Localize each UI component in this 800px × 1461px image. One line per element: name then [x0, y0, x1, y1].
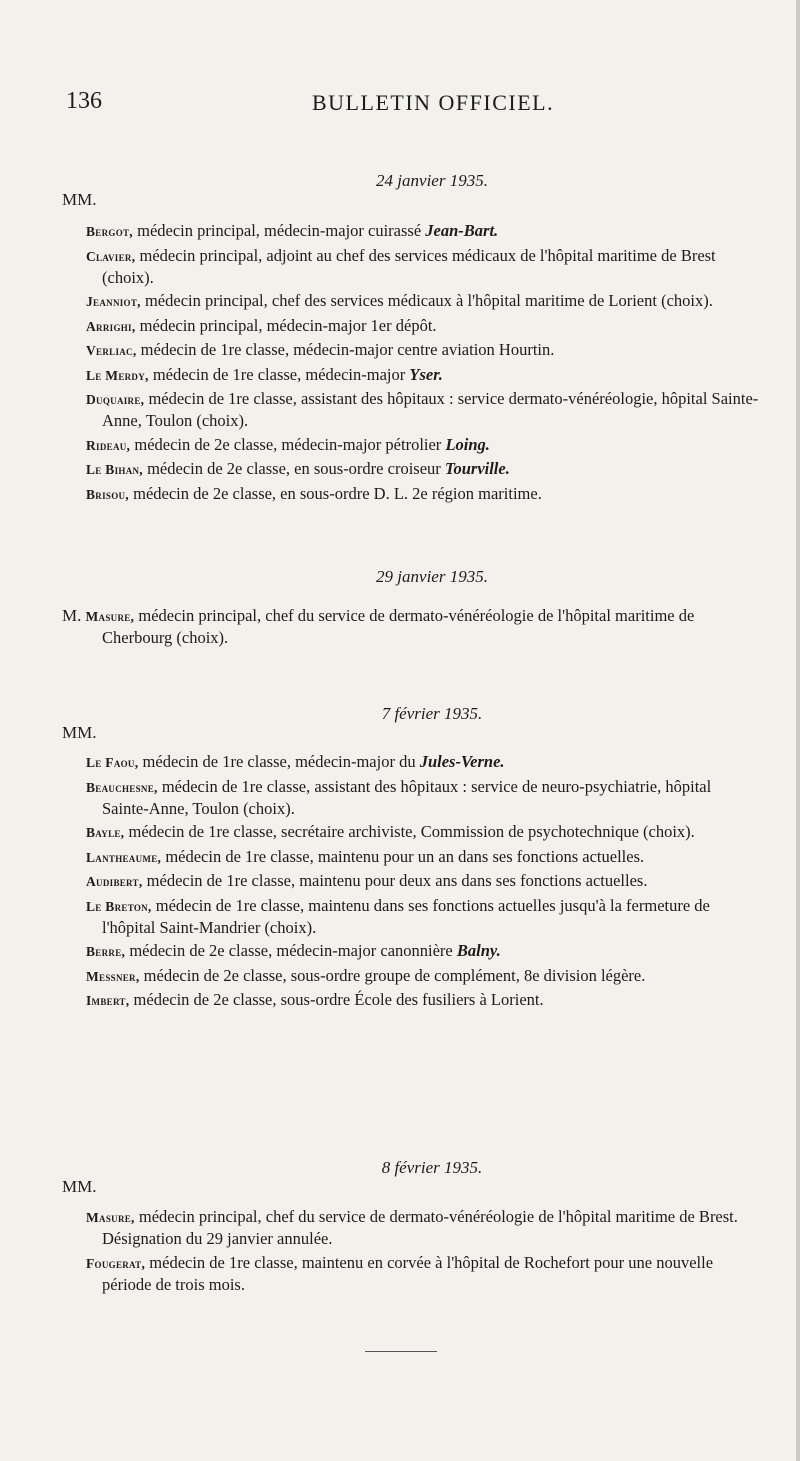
entry-beauchesne: Beauchesne, médecin de 1re classe, assistant des hôpitaux : service de neuro-psychiatrie, hôpital Sainte-Anne, Toulon (choix).	[86, 776, 712, 818]
entry-fougerat: Fougerat, médecin de 1re classe, maintenu en corvée à l'hôpital de Rochefort pour une nouvelle période de trois mois.	[86, 1252, 714, 1294]
closing-rule	[365, 1351, 437, 1352]
entry-le-merdy: Le Merdy, médecin de 1re classe, médecin-major Yser.	[86, 364, 443, 384]
salutation: MM.	[62, 723, 97, 742]
section-date: 8 février 1935.	[381, 1158, 483, 1177]
entry-brisou: Brisou, médecin de 2e classe, en sous-ordre D. L. 2e région maritime.	[86, 483, 542, 503]
entry-arrighi: Arrighi, médecin principal, médecin-major 1er dépôt.	[86, 315, 437, 335]
entry-berre: Berre, médecin de 2e classe, médecin-major canonnière Balny.	[86, 941, 501, 960]
entry-le-bihan: Le Bihan, médecin de 2e classe, en sous-ordre croiseur Tourville.	[86, 459, 510, 478]
entry-jeanniot: Jeanniot, médecin principal, chef des services médicaux à l'hôpital maritime de Lorient (choix).	[86, 291, 713, 310]
entry-masure-cherbourg: M. Masure, médecin principal, chef du service de dermato-vénéréologie de l'hôpital maritime de Cherbourg (choix).	[62, 606, 695, 647]
salutation: MM.	[62, 190, 97, 209]
entry-rideau: Rideau, médecin de 2e classe, médecin-major pétrolier Loing.	[86, 434, 490, 454]
entry-masure-brest: Masure, médecin principal, chef du service de dermato-vénéréologie de l'hôpital maritime de Brest. Désignation du 29 janvier annulée.	[86, 1207, 738, 1248]
entry-duquaire: Duquaire, médecin de 1re classe, assistant des hôpitaux : service dermato-vénéréologie, hôpital Sainte-Anne, Toulon (choix).	[86, 389, 759, 430]
entry-bergot: Bergot, médecin principal, médecin-major cuirassé Jean-Bart.	[86, 221, 499, 240]
page-header	[62, 88, 752, 118]
section-date: 24 janvier 1935.	[376, 171, 488, 190]
entry-bayle: Bayle, médecin de 1re classe, secrétaire archiviste, Commission de psychotechnique (choix).	[86, 822, 695, 841]
entry-le-breton: Le Breton, médecin de 1re classe, maintenu dans ses fonctions actuelles jusqu'à la fermeture de l'hôpital Saint-Mandrier (choix).	[86, 895, 710, 937]
entry-messner: Messner, médecin de 2e classe, sous-ordre groupe de complément, 8e division légère.	[86, 965, 646, 985]
page-number: 136	[66, 88, 102, 114]
section-date: 7 février 1935.	[381, 704, 483, 723]
section-7-fevrier	[62, 704, 762, 1014]
entry-le-faou: Le Faou, médecin de 1re classe, médecin-major du Jules-Verne.	[86, 752, 505, 771]
entry-verliac: Verliac, médecin de 1re classe, médecin-major centre aviation Hourtin.	[86, 340, 555, 359]
salutation: MM.	[62, 1177, 97, 1196]
entry-clavier: Clavier, médecin principal, adjoint au chef des services médicaux de l'hôpital maritime de Brest (choix).	[86, 245, 716, 287]
section-date: 29 janvier 1935.	[376, 567, 488, 586]
section-24-janvier	[62, 171, 762, 507]
entry-audibert: Audibert, médecin de 1re classe, maintenu pour deux ans dans ses fonctions actuelles.	[86, 871, 648, 890]
section-29-janvier	[62, 567, 762, 651]
entry-imbert: Imbert, médecin de 2e classe, sous-ordre École des fusiliers à Lorient.	[86, 990, 544, 1009]
page-edge	[796, 0, 800, 1461]
section-8-fevrier	[62, 1158, 762, 1297]
entry-lantheaume: Lantheaume, médecin de 1re classe, maintenu pour un an dans ses fonctions actuelles.	[86, 846, 645, 866]
salutation: M.	[62, 606, 82, 625]
running-title: BULLETIN OFFICIEL.	[312, 90, 555, 115]
